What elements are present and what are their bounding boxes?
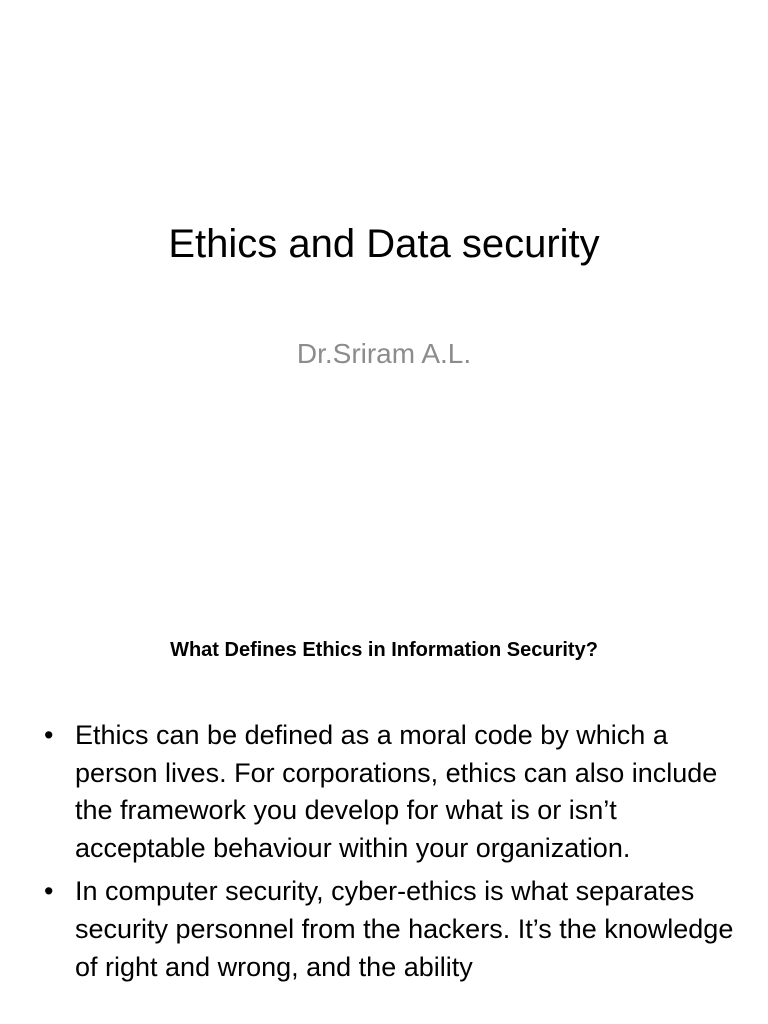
slide-subtitle-author: Dr.Sriram A.L. bbox=[296, 338, 472, 369]
bullet-text: Ethics can be defined as a moral code by which a person lives. For corporations, ethics can also include the framework you develop for what is or isn’t acceptable behaviour within your organization. bbox=[75, 720, 718, 863]
bullet-item bbox=[44, 717, 734, 867]
slide-heading: What Defines Ethics in Information Security? bbox=[170, 639, 598, 661]
content-slide bbox=[0, 576, 768, 1024]
slide-title: Ethics and Data security bbox=[168, 222, 600, 266]
bullet-text: In computer security, cyber-ethics is what separates security personnel from the hackers. It’s the knowledge of right and wrong, and the ability bbox=[75, 876, 734, 982]
bullet-icon: • bbox=[44, 720, 54, 750]
bullet-icon: • bbox=[44, 876, 54, 907]
bullet-item bbox=[44, 873, 734, 986]
bullet-list bbox=[44, 717, 734, 992]
